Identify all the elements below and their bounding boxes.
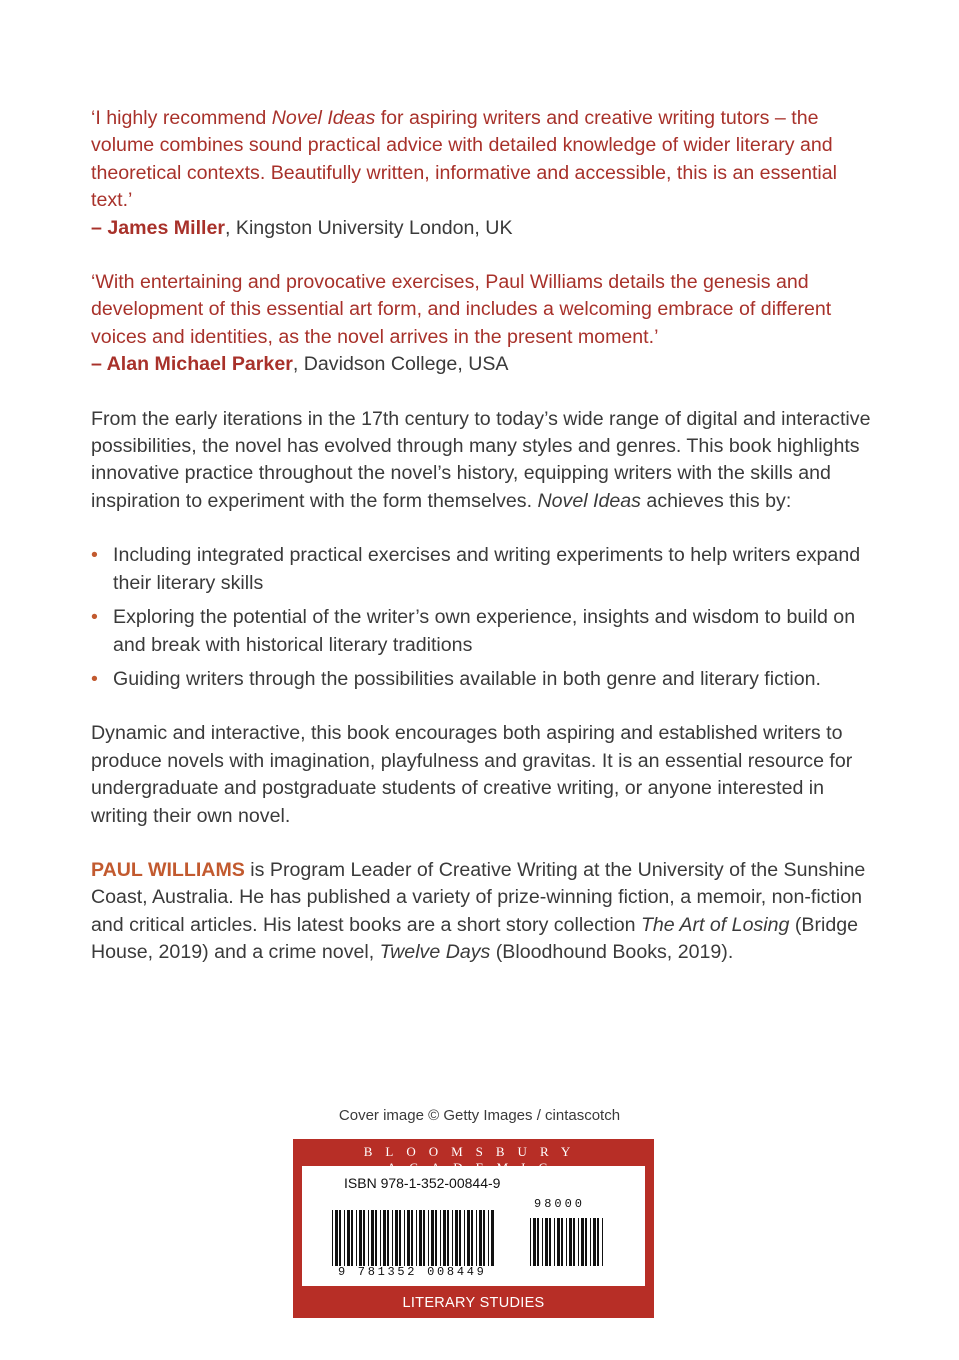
review-quote-1: [91, 105, 881, 242]
barcode-bar: [573, 1218, 575, 1266]
barcode-bar: [593, 1218, 596, 1266]
publisher-name: BLOOMSBURY: [363, 1144, 584, 1159]
barcode-bar: [483, 1210, 485, 1266]
barcode-bar: [566, 1218, 567, 1266]
book-title: Novel Ideas: [271, 107, 376, 129]
barcode-bar: [455, 1210, 458, 1266]
author-bio: [91, 857, 881, 967]
review-quote-2: [91, 269, 881, 379]
author-name: PAUL WILLIAMS: [91, 858, 245, 881]
barcode-bar: [407, 1210, 410, 1266]
bullet-icon: •: [91, 606, 98, 629]
barcode-bar: [530, 1218, 531, 1266]
barcode-bar: [371, 1210, 374, 1266]
quote-text: ‘With entertaining and provocative exercises, Paul Williams details the genesis and development of this essential art form, and includes a welcoming embrace of different voices and identities, as the novel arrives in the present moment.’: [91, 271, 832, 348]
barcode-bar: [344, 1210, 345, 1266]
intro-text: achieves this by:: [640, 489, 792, 512]
bio-text: (Bloodhound Books, 2019).: [490, 941, 734, 964]
reviewer-affiliation: , Davidson College, USA: [292, 353, 509, 376]
bio-text: (Bridge House, 2019) and a crime novel,: [91, 913, 859, 964]
list-item-text: Exploring the potential of the writer’s own experience, insights and wisdom to build on and break with historical literary traditions: [113, 606, 856, 656]
barcode-bar: [395, 1210, 398, 1266]
description-closing: Dynamic and interactive, this book encourages both aspiring and established writers to produce novels with imagination, playfulness and gravitas. It is an essential resource for undergraduate and postgraduate students of creative writing, or anyone interested in writing their own novel.: [91, 722, 853, 827]
barcode-bar: [399, 1210, 401, 1266]
barcode-bar: [411, 1210, 413, 1266]
barcode-bar: [347, 1210, 350, 1266]
barcode-bar: [542, 1218, 543, 1266]
barcode-bar: [375, 1210, 377, 1266]
barcode-panel: [293, 1139, 654, 1318]
barcode-bar: [332, 1210, 333, 1266]
book-title: The Art of Losing: [640, 913, 790, 936]
barcode-bar: [416, 1210, 417, 1266]
barcode-bar: [545, 1218, 548, 1266]
bullet-icon: •: [91, 667, 98, 690]
barcode-bar: [383, 1210, 386, 1266]
barcode-bar: [597, 1218, 599, 1266]
ean-digits: 9 781352 008449: [338, 1265, 487, 1279]
list-item-text: Including integrated practical exercises and writing experiments to help writers expand their literary skills: [113, 544, 861, 594]
list-item: [91, 666, 881, 693]
barcode-bar: [447, 1210, 449, 1266]
barcode-bar: [491, 1210, 494, 1266]
barcode-bar: [467, 1210, 470, 1266]
barcode-bar: [479, 1210, 482, 1266]
barcode-bar: [419, 1210, 422, 1266]
barcode-area: [302, 1166, 645, 1286]
quote-text: ‘I highly recommend: [91, 107, 272, 129]
barcode-bar: [569, 1218, 572, 1266]
barcode-bar: [339, 1210, 341, 1266]
barcode-bar: [368, 1210, 369, 1266]
barcode-bar: [431, 1210, 434, 1266]
list-item: [91, 604, 881, 659]
attribution-dash: –: [91, 353, 107, 376]
feature-list: [91, 542, 881, 693]
barcode-bar: [435, 1210, 437, 1266]
reviewer-name: Alan Michael Parker: [106, 353, 293, 376]
barcode-bar: [585, 1218, 587, 1266]
list-item-text: Guiding writers through the possibilities available in both genre and literary fiction.: [113, 667, 821, 690]
barcode-bar: [392, 1210, 393, 1266]
barcode-bar: [443, 1210, 446, 1266]
quote-attribution: [91, 351, 881, 378]
barcode-bar: [533, 1218, 536, 1266]
barcode-bar: [428, 1210, 429, 1266]
subject-category: LITERARY STUDIES: [402, 1295, 545, 1311]
quote-text: for aspiring writers and creative writing tutors – the volume combines sound practical advice with detailed knowledge of wider literary and theoretical contexts. Beautifully written, informative and accessible, this is an essential text.’: [91, 107, 838, 212]
barcode-icon: [332, 1210, 612, 1268]
barcode-bar: [537, 1218, 539, 1266]
barcode-bar: [549, 1218, 551, 1266]
barcode-bar: [387, 1210, 389, 1266]
barcode-bar: [363, 1210, 365, 1266]
barcode-bar: [488, 1210, 489, 1266]
barcode-bar: [464, 1210, 465, 1266]
book-title: Twelve Days: [379, 941, 491, 964]
quote-attribution: [91, 215, 881, 242]
barcode-bar: [554, 1218, 555, 1266]
price-code-digits: 98000: [534, 1197, 586, 1211]
description-intro: [91, 406, 881, 516]
bio-text: is Program Leader of Creative Writing at the University of the Sunshine Coast, Australia. He has published a variety of prize-winning fiction, a memoir, non-fiction and critical articles. His latest books are a short story collection: [91, 858, 866, 936]
barcode-bar: [404, 1210, 405, 1266]
barcode-bar: [590, 1218, 591, 1266]
intro-text: From the early iterations in the 17th century to today’s wide range of digital and interactive possibilities, the novel has evolved through many styles and genres. This book highlights innovative practice throughout the novel’s history, equipping writers with the skills and inspiration to experiment with the form themselves.: [91, 407, 871, 512]
barcode-bar: [561, 1218, 563, 1266]
cover-credit: Cover image © Getty Images / cintascotch: [338, 1107, 621, 1124]
barcode-bar: [423, 1210, 425, 1266]
barcode-bar: [440, 1210, 441, 1266]
barcode-bar: [471, 1210, 473, 1266]
book-title: Novel Ideas: [537, 489, 641, 512]
barcode-bar: [459, 1210, 461, 1266]
isbn-label: ISBN 978-1-352-00844-9: [344, 1175, 501, 1191]
reviewer-affiliation: , Kingston University London, UK: [224, 216, 513, 239]
barcode-bar: [452, 1210, 453, 1266]
barcode-bar: [380, 1210, 381, 1266]
barcode-bar: [581, 1218, 584, 1266]
barcode-bar: [335, 1210, 338, 1266]
barcode-bar: [557, 1218, 560, 1266]
barcode-bar: [359, 1210, 362, 1266]
barcode-bar: [578, 1218, 579, 1266]
back-cover-text: [91, 105, 881, 994]
list-item: [91, 542, 881, 597]
barcode-bar: [476, 1210, 477, 1266]
bullet-icon: •: [91, 544, 98, 567]
reviewer-name: James Miller: [107, 216, 225, 239]
attribution-dash: –: [91, 216, 108, 239]
barcode-bar: [602, 1218, 603, 1266]
barcode-bar: [356, 1210, 357, 1266]
barcode-bar: [351, 1210, 353, 1266]
